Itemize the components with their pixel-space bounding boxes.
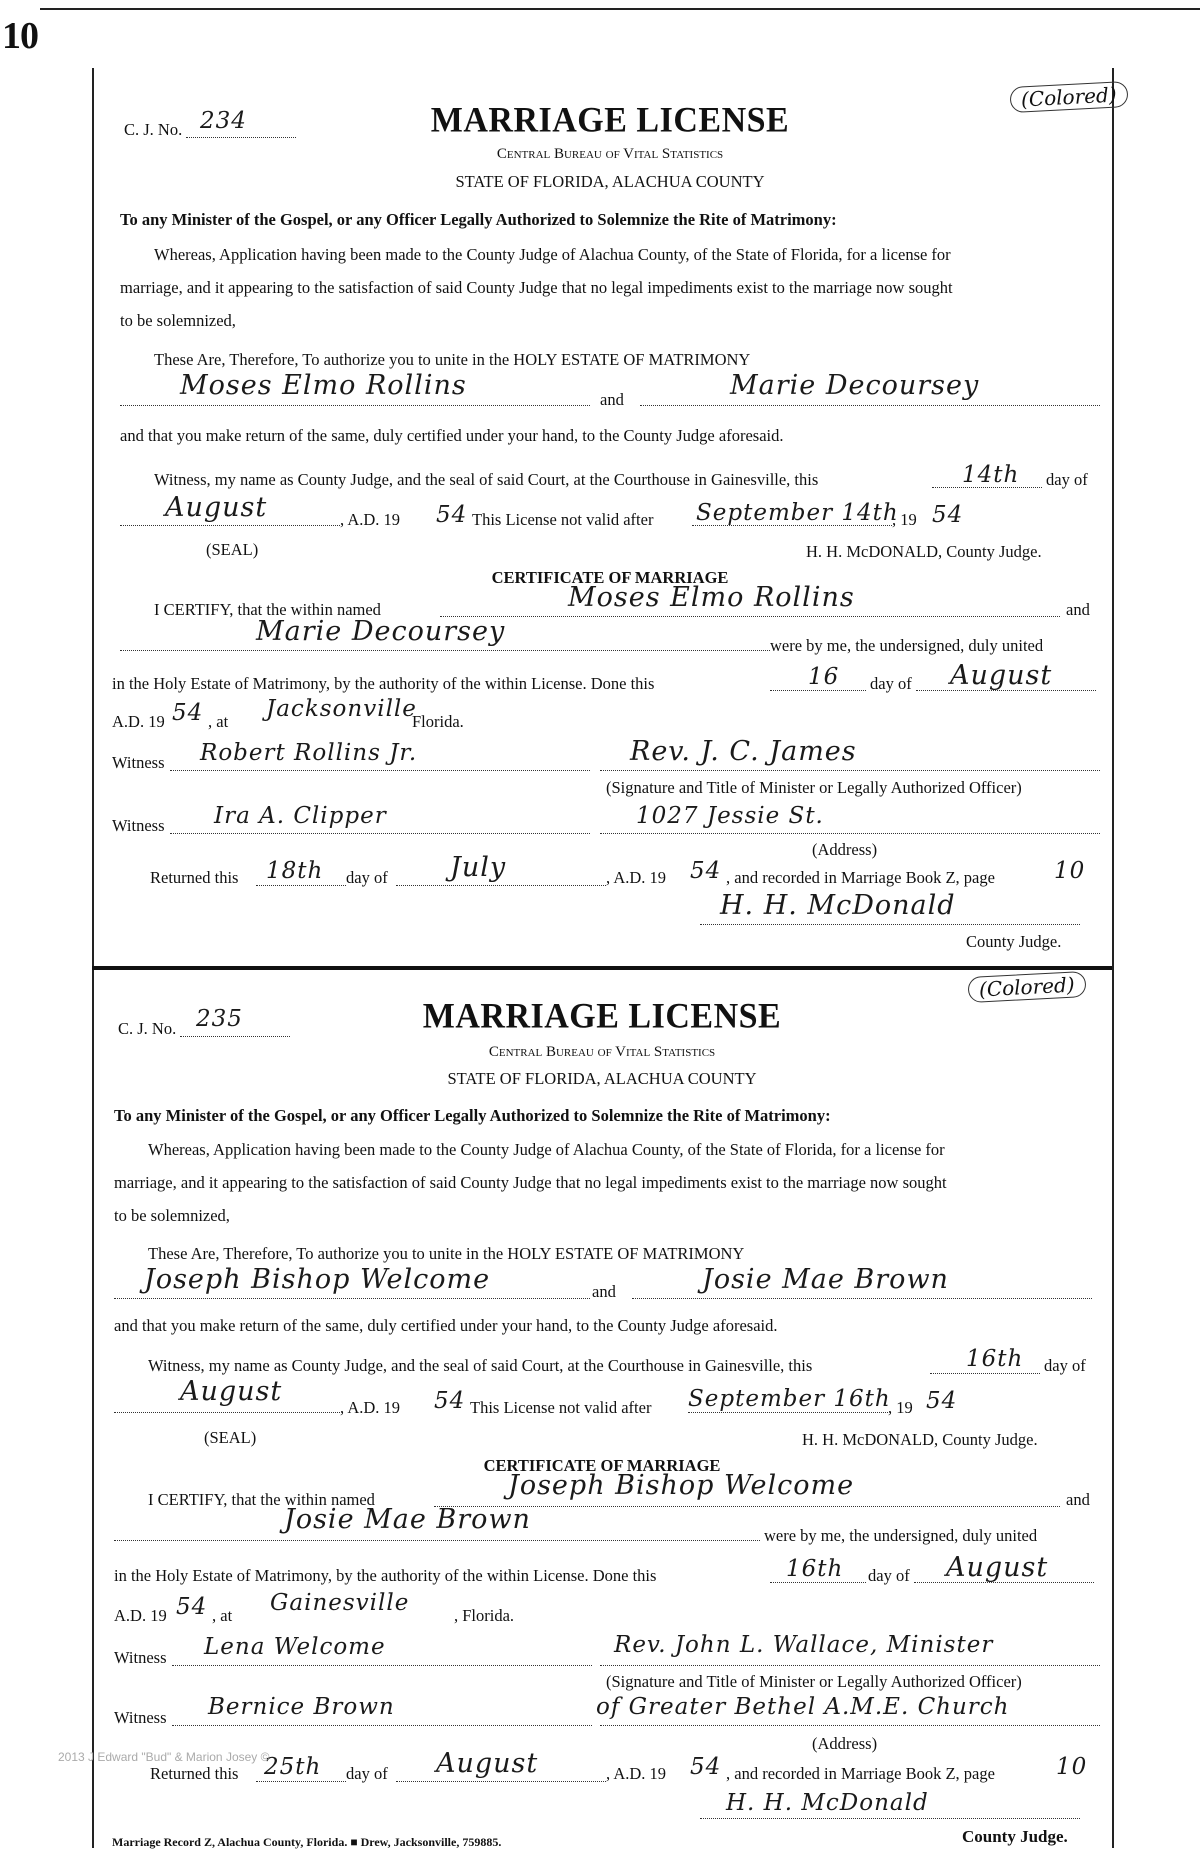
seal: (SEAL) [204, 1428, 257, 1447]
witness1-name: Robert Rollins Jr. [200, 740, 418, 766]
returned-month: July [450, 852, 507, 883]
valid-year: 54 [932, 502, 964, 528]
license-month: August [180, 1376, 283, 1407]
witness1-label: Witness [112, 753, 165, 772]
done-year: 54 [172, 700, 204, 726]
cj-label: C. J. No. [124, 120, 183, 139]
done-day-of: day of [868, 1566, 910, 1585]
colored-note: (Colored) [1009, 81, 1128, 113]
state-line: STATE OF FLORIDA, ALACHUA COUNTY [447, 1069, 757, 1088]
judge-name: H. H. McDONALD, County Judge. [802, 1430, 1038, 1449]
page-number: 10 [2, 15, 38, 57]
valid-until-date: September 16th [688, 1386, 891, 1412]
record-page: 10 [1054, 858, 1086, 884]
done-month: August [946, 1552, 1049, 1583]
license-day: 16th [966, 1346, 1024, 1372]
to-any-line: To any Minister of the Gospel, or any Officer Legally Authorized to Solemnize the Rite of Matrimony: [114, 1106, 831, 1125]
recorded-text: , and recorded in Marriage Book Z, page [726, 868, 995, 887]
returned-text: Returned this [150, 868, 239, 887]
done-day: 16 [808, 664, 840, 690]
ad-prefix: A.D. 19 [112, 712, 165, 731]
cj-number: 234 [200, 108, 247, 134]
valid-19: , 19 [892, 510, 917, 529]
recorded-by-signature: H. H. McDonald [726, 1790, 929, 1816]
license-year: 54 [434, 1388, 466, 1414]
signature-caption: (Signature and Title of Minister or Legally Authorized Officer) [606, 778, 1022, 797]
not-valid-text: This License not valid after [470, 1398, 652, 1417]
record-page: 10 [1056, 1754, 1088, 1780]
bride-name: Josie Mae Brown [702, 1264, 949, 1295]
returned-day: 18th [266, 858, 324, 884]
license-day: 14th [962, 462, 1020, 488]
holy-estate-line: in the Holy Estate of Matrimony, by the authority of the within License. Done this [114, 1566, 657, 1585]
returned-text: Returned this [150, 1764, 239, 1783]
day-of: day of [1044, 1356, 1086, 1375]
address-caption: (Address) [812, 1734, 878, 1753]
cj-label: C. J. No. [118, 1019, 177, 1038]
whereas-line-2: marriage, and it appearing to the satisfaction of said County Judge that no legal impediments exist to the marriage now sought [114, 1173, 947, 1192]
returned-ad: , A.D. 19 [606, 868, 667, 887]
marriage-place: Jacksonville [266, 696, 417, 722]
witness2-label: Witness [112, 816, 165, 835]
witness1-name: Lena Welcome [204, 1634, 386, 1660]
done-month: August [950, 660, 1053, 691]
and-word: and [600, 390, 624, 409]
holy-estate-line: in the Holy Estate of Matrimony, by the authority of the within License. Done this [112, 674, 655, 693]
not-valid-text: This License not valid after [472, 510, 654, 529]
certify-line: I CERTIFY, that the within named [148, 1490, 375, 1509]
license-month: August [165, 492, 268, 523]
license-235-footer [0, 894, 1200, 1854]
to-any-line: To any Minister of the Gospel, or any Officer Legally Authorized to Solemnize the Rite of Matrimony: [120, 210, 837, 229]
united-text: were by me, the undersigned, duly united [770, 636, 1044, 655]
certify-line: I CERTIFY, that the within named [154, 600, 381, 619]
at-text: , at [208, 712, 229, 731]
valid-until-date: September 14th [696, 500, 899, 526]
address-caption: (Address) [812, 840, 878, 859]
bureau-line: Central Bureau of Vital Statistics [488, 1044, 716, 1060]
cert-bride: Josie Mae Brown [284, 1504, 531, 1535]
recorded-by-signature: H. H. McDonald [720, 890, 956, 921]
copyright-watermark: 2013 J Edward "Bud" & Marion Josey © [58, 1750, 270, 1764]
whereas-line-3: to be solemnized, [120, 311, 236, 330]
colored-note: (Colored) [967, 971, 1086, 1003]
signature-caption: (Signature and Title of Minister or Legally Authorized Officer) [606, 1672, 1022, 1691]
done-year: 54 [176, 1594, 208, 1620]
county-judge-label-2: County Judge. [962, 1827, 1068, 1846]
bride-name: Marie Decoursey [730, 370, 980, 401]
certificate-title: CERTIFICATE OF MARRIAGE [491, 568, 729, 587]
returned-year: 54 [690, 858, 722, 884]
groom-name: Moses Elmo Rollins [180, 370, 467, 401]
cj-number: 235 [196, 1006, 243, 1032]
witness-judge-line: Witness, my name as County Judge, and the seal of said Court, at the Courthouse in Gainesville, this [154, 470, 819, 489]
done-day-of: day of [870, 674, 912, 693]
ad-19: , A.D. 19 [340, 510, 401, 529]
record-footer: Marriage Record Z, Alachua County, Florida. ■ Drew, Jacksonville, 759885. [112, 1835, 502, 1849]
license-title: MARRIAGE LICENSE [422, 997, 782, 1036]
these-are-line: These Are, Therefore, To authorize you to unite in the HOLY ESTATE OF MATRIMONY [154, 350, 751, 369]
cert-bride: Marie Decoursey [256, 616, 506, 647]
ad-19: , A.D. 19 [340, 1398, 401, 1417]
judge-name: H. H. McDONALD, County Judge. [806, 542, 1042, 561]
officiant-address: of Greater Bethel A.M.E. Church [596, 1694, 1010, 1720]
ad-prefix: A.D. 19 [114, 1606, 167, 1625]
return-line: and that you make return of the same, duly certified under your hand, to the County Judge aforesaid. [120, 426, 784, 445]
and-word: and [592, 1282, 616, 1301]
returned-year: 54 [690, 1754, 722, 1780]
witness1-label: Witness [114, 1648, 167, 1667]
marriage-place: Gainesville [270, 1590, 410, 1616]
valid-year: 54 [926, 1388, 958, 1414]
returned-day-of: day of [346, 1764, 388, 1783]
at-text: , at [212, 1606, 233, 1625]
returned-day-of: day of [346, 868, 388, 887]
witness2-name: Ira A. Clipper [214, 803, 387, 829]
cert-and: and [1066, 1490, 1090, 1509]
returned-ad: , A.D. 19 [606, 1764, 667, 1783]
florida-text: , Florida. [454, 1606, 515, 1625]
witness-judge-line: Witness, my name as County Judge, and the seal of said Court, at the Courthouse in Gainesville, this [148, 1356, 813, 1375]
day-of: day of [1046, 470, 1088, 489]
witness2-name: Bernice Brown [208, 1694, 395, 1720]
witness2-label: Witness [114, 1708, 167, 1727]
license-title: MARRIAGE LICENSE [430, 101, 790, 140]
cert-groom: Moses Elmo Rollins [568, 582, 855, 613]
done-day: 16th [786, 1556, 844, 1582]
valid-19: , 19 [888, 1398, 913, 1417]
return-line: and that you make return of the same, duly certified under your hand, to the County Judge aforesaid. [114, 1316, 778, 1335]
recorded-text: , and recorded in Marriage Book Z, page [726, 1764, 995, 1783]
seal: (SEAL) [206, 540, 259, 559]
certificate-title: CERTIFICATE OF MARRIAGE [483, 1456, 721, 1475]
officiant-signature: Rev. J. C. James [630, 736, 857, 767]
returned-month: August [436, 1748, 539, 1779]
county-judge-label: County Judge. [966, 932, 1062, 951]
groom-name: Joseph Bishop Welcome [144, 1264, 491, 1295]
license-year: 54 [436, 502, 468, 528]
bureau-line: Central Bureau of Vital Statistics [496, 146, 724, 162]
returned-day: 25th [264, 1754, 322, 1780]
florida-text: Florida. [412, 712, 464, 731]
united-text: were by me, the undersigned, duly united [764, 1526, 1038, 1545]
whereas-line-1: Whereas, Application having been made to the County Judge of Alachua County, of the State of Florida, for a license for [148, 1140, 945, 1159]
officiant-signature: Rev. John L. Wallace, Minister [614, 1632, 994, 1658]
whereas-line-1: Whereas, Application having been made to the County Judge of Alachua County, of the State of Florida, for a license for [154, 245, 951, 264]
cert-and: and [1066, 600, 1090, 619]
whereas-line-2: marriage, and it appearing to the satisfaction of said County Judge that no legal impediments exist to the marriage now sought [120, 278, 953, 297]
state-line: STATE OF FLORIDA, ALACHUA COUNTY [455, 172, 765, 191]
cert-groom: Joseph Bishop Welcome [508, 1470, 855, 1501]
whereas-line-3: to be solemnized, [114, 1206, 230, 1225]
officiant-address: 1027 Jessie St. [636, 803, 824, 829]
these-are-line: These Are, Therefore, To authorize you to unite in the HOLY ESTATE OF MATRIMONY [148, 1244, 745, 1263]
